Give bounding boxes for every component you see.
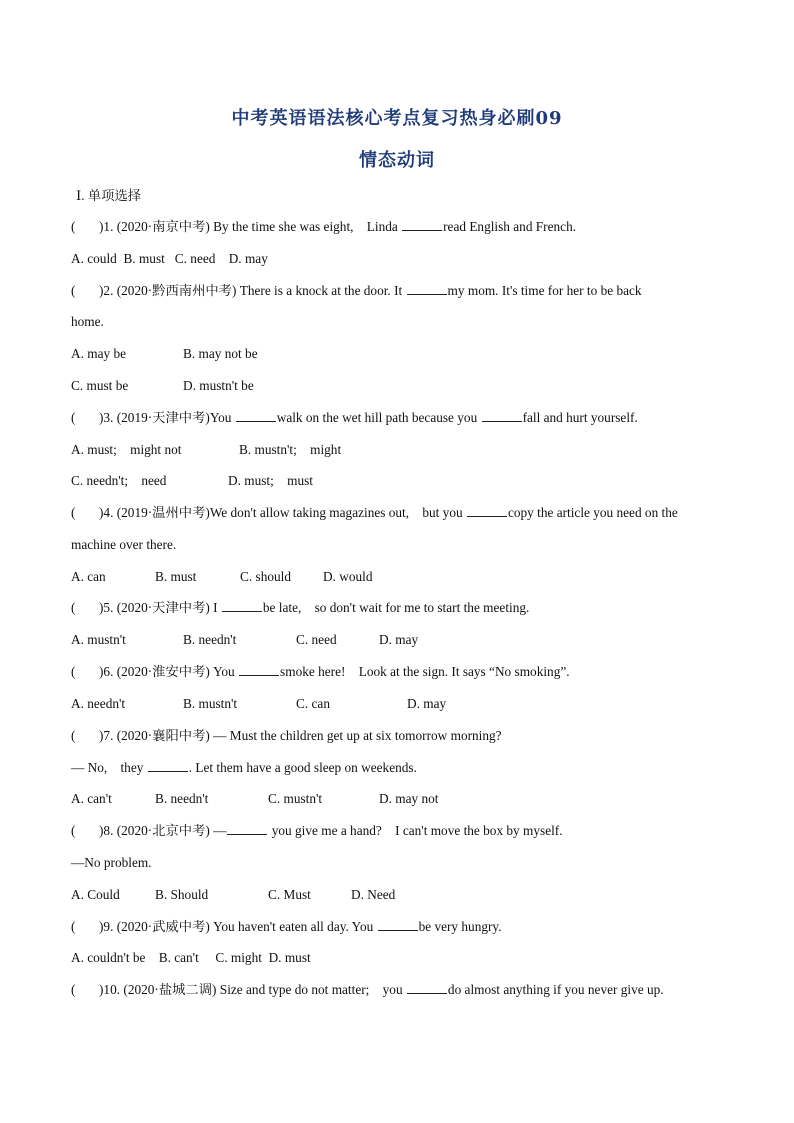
answer-paren: ( bbox=[71, 823, 76, 838]
answer-paren: ( bbox=[71, 600, 76, 615]
section-heading: Ⅰ. 单项选择 bbox=[76, 188, 142, 203]
question-3-options-row1: A. must; might not B. mustn't; might bbox=[71, 442, 342, 457]
answer-blank bbox=[148, 759, 188, 772]
question-9: ( )9. (2020·武威中考) You haven't eaten all day. You be very hungry. bbox=[71, 919, 502, 934]
answer-paren: ( bbox=[71, 219, 76, 234]
question-2-options-row1: A. may be B. may not be bbox=[71, 346, 258, 361]
question-7: ( )7. (2020·襄阳中考) — Must the children get up at six tomorrow morning? bbox=[71, 728, 502, 743]
answer-blank bbox=[378, 918, 418, 931]
question-9-options: A. couldn't be B. can't C. might D. must bbox=[71, 950, 311, 965]
page-subtitle: 情态动词 bbox=[359, 150, 435, 171]
question-2-options-row2: C. must be D. mustn't be bbox=[71, 378, 254, 393]
answer-paren: ( bbox=[71, 283, 76, 298]
question-1-options: A. could B. must C. need D. may bbox=[71, 251, 268, 266]
answer-blank bbox=[236, 409, 276, 422]
question-6-options: A. needn't B. mustn't C. can D. may bbox=[71, 696, 447, 711]
answer-paren: ( bbox=[71, 982, 76, 997]
question-4-continuation: machine over there. bbox=[71, 537, 177, 552]
question-5: ( )5. (2020·天津中考) I be late, so don't wait for me to start the meeting. bbox=[71, 600, 530, 615]
answer-paren: ( bbox=[71, 919, 76, 934]
answer-paren: ( bbox=[71, 664, 76, 679]
question-7-options: A. can't B. needn't C. mustn't D. may not bbox=[71, 791, 439, 806]
answer-blank bbox=[482, 409, 522, 422]
question-4-options: A. can B. must C. should D. would bbox=[71, 569, 373, 584]
question-2-continuation: home. bbox=[71, 314, 104, 329]
question-10: ( )10. (2020·盐城二调) Size and type do not matter; you do almost anything if you never give up. bbox=[71, 982, 664, 997]
question-1: ( )1. (2020·南京中考) By the time she was eight, Linda read English and French. bbox=[71, 219, 577, 234]
answer-blank bbox=[402, 218, 442, 231]
question-8: ( )8. (2020·北京中考) — you give me a hand? I can't move the box by myself. bbox=[71, 823, 563, 838]
page-title: 中考英语语法核心考点复习热身必刷09 bbox=[231, 108, 563, 129]
answer-blank bbox=[222, 599, 262, 612]
answer-blank bbox=[407, 282, 447, 295]
question-8-reply: —No problem. bbox=[71, 855, 152, 870]
answer-blank bbox=[467, 504, 507, 517]
answer-blank bbox=[227, 822, 267, 835]
answer-paren: ( bbox=[71, 505, 76, 520]
answer-paren: ( bbox=[71, 728, 76, 743]
question-7-reply: — No, they . Let them have a good sleep on weekends. bbox=[71, 760, 417, 775]
answer-blank bbox=[407, 981, 447, 994]
question-2: ( )2. (2020·黔西南州中考) There is a knock at the door. It my mom. It's time for her to be back bbox=[71, 283, 642, 298]
question-5-options: A. mustn't B. needn't C. need D. may bbox=[71, 632, 419, 647]
question-3: ( )3. (2019·天津中考)You walk on the wet hill path because you fall and hurt yourself. bbox=[71, 410, 638, 425]
question-3-options-row2: C. needn't; need D. must; must bbox=[71, 473, 313, 488]
question-4: ( )4. (2019·温州中考)We don't allow taking magazines out, but you copy the article you need on the bbox=[71, 505, 678, 520]
answer-blank bbox=[239, 663, 279, 676]
question-6: ( )6. (2020·淮安中考) You smoke here! Look at the sign. It says “No smoking”. bbox=[71, 664, 570, 679]
answer-paren: ( bbox=[71, 410, 76, 425]
question-8-options: A. Could B. Should C. Must D. Need bbox=[71, 887, 396, 902]
